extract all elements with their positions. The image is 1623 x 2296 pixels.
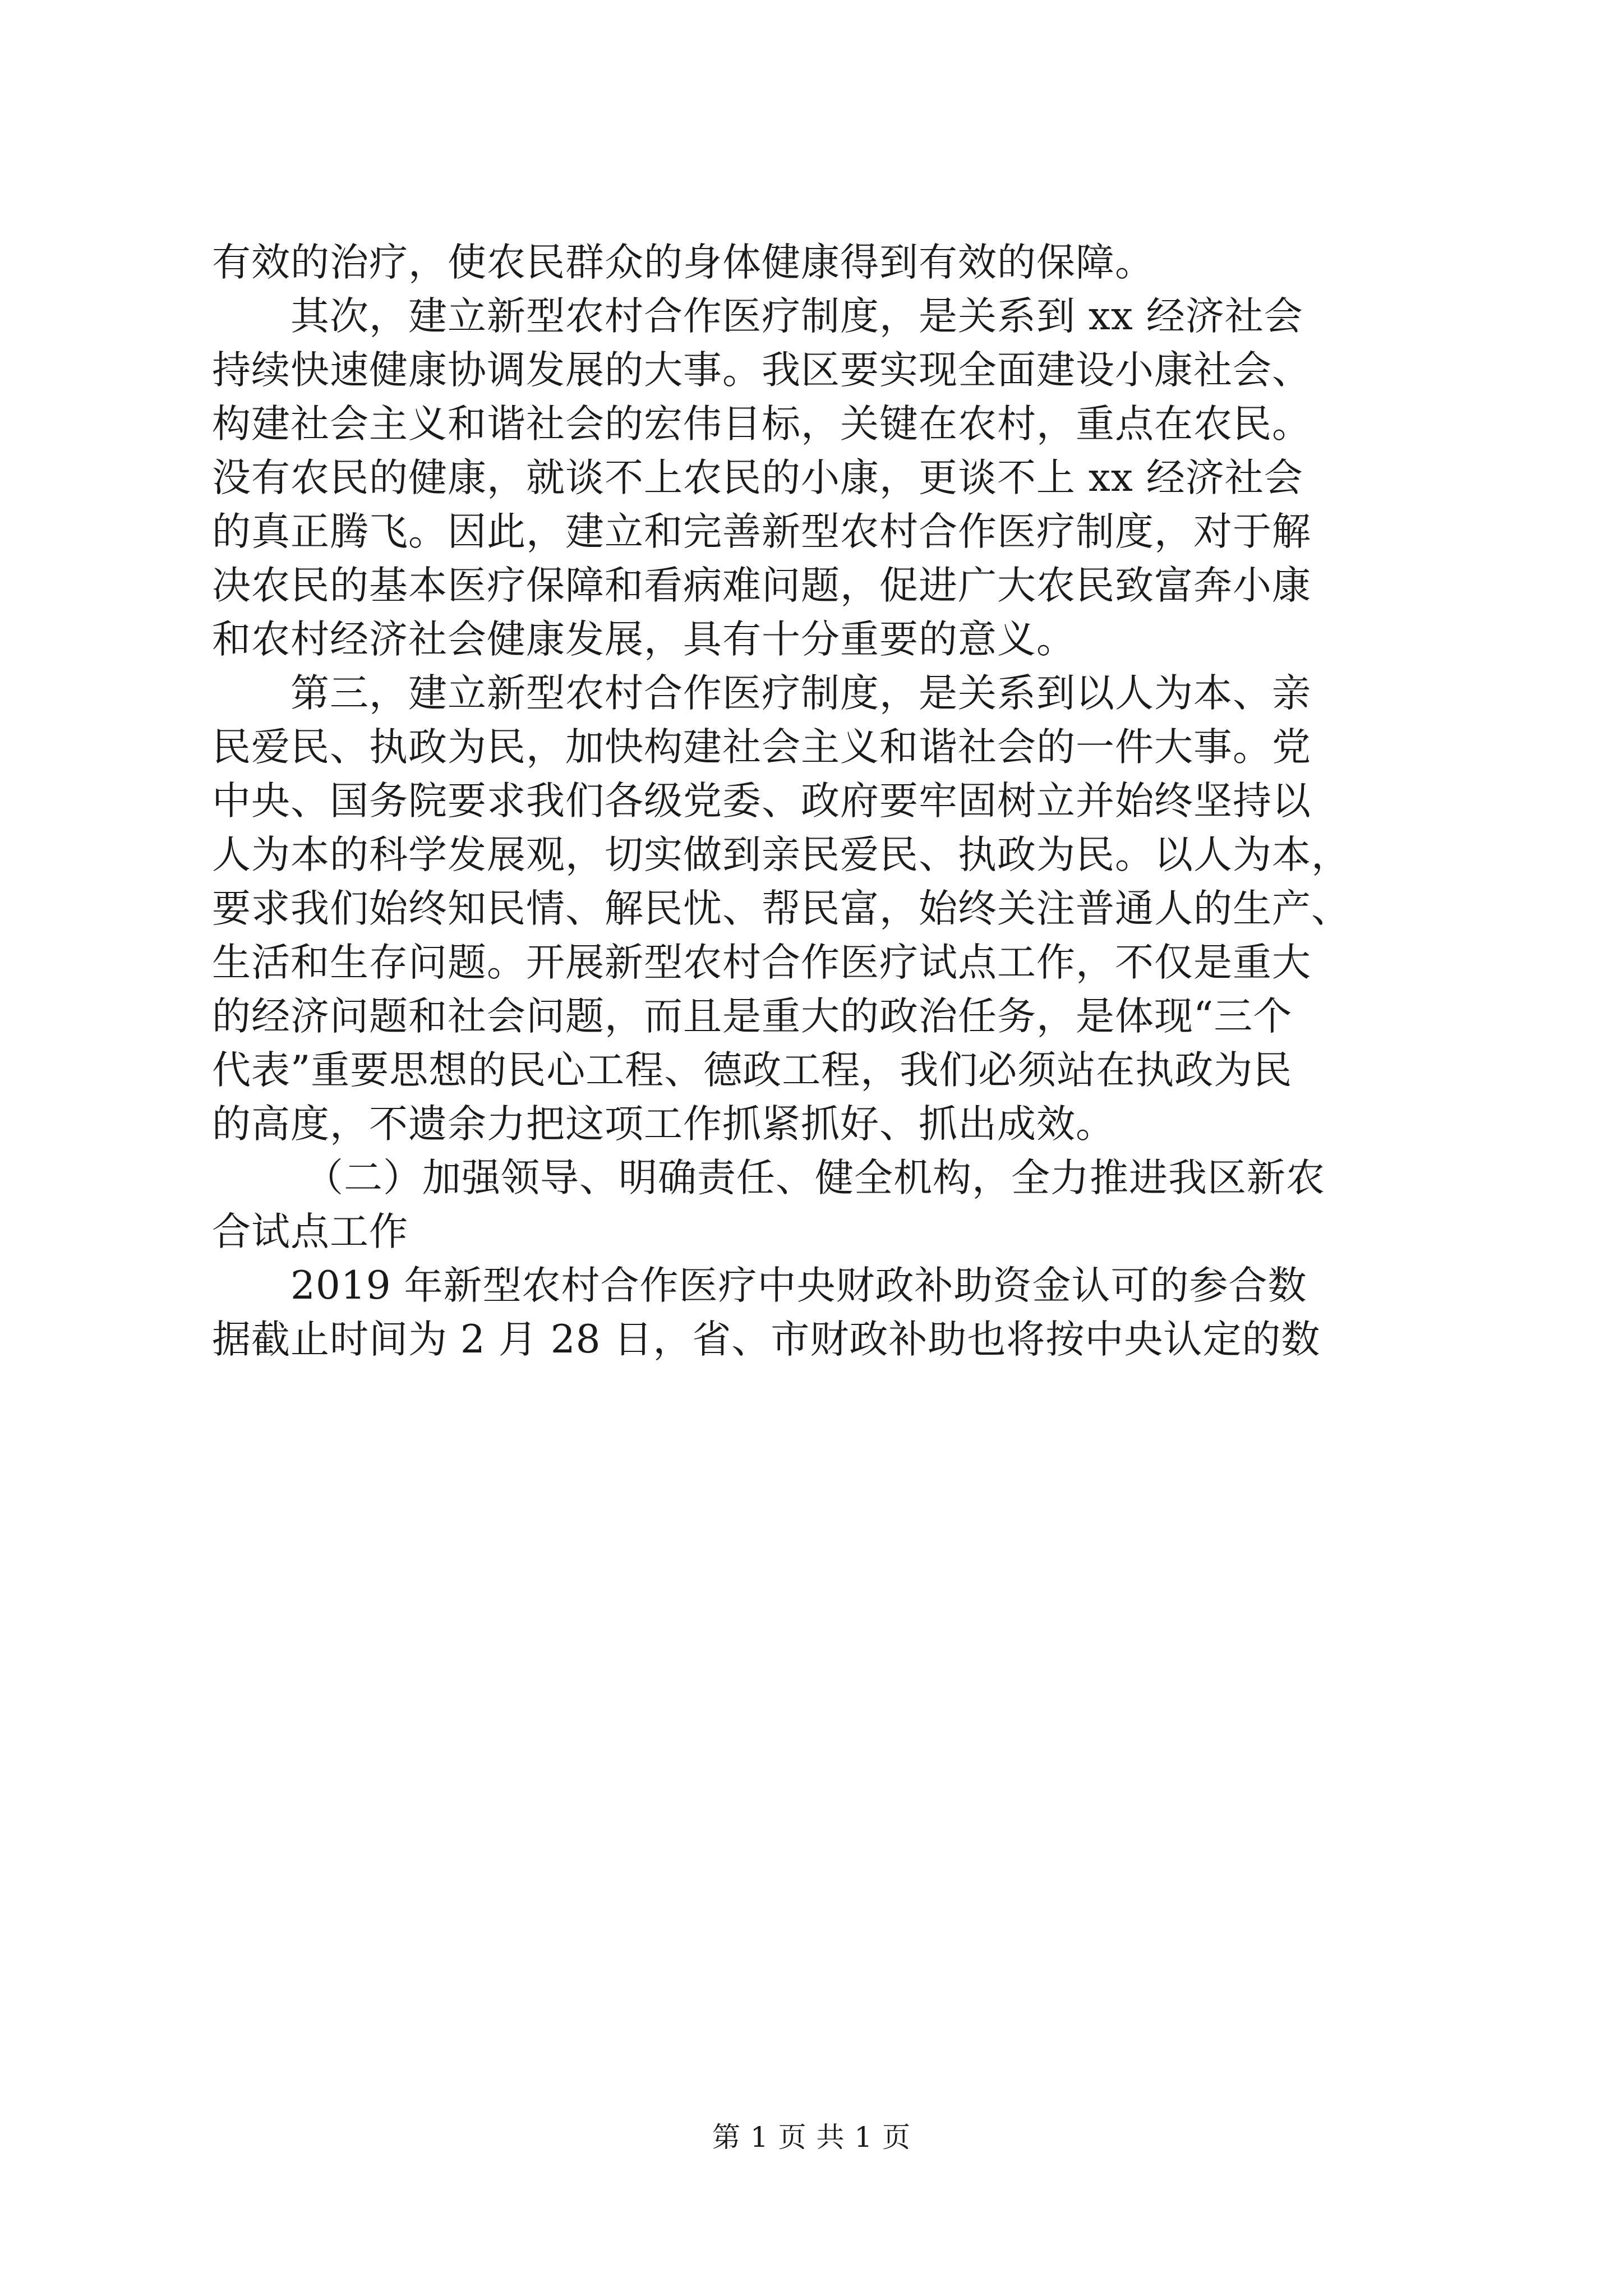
page-number-footer: 第 1 页 共 1 页 [712,2121,911,2154]
section-heading-line: （二）加强领导、明确责任、健全机构，全力推进我区新农 [305,1156,1325,1200]
text-line: 代表”重要思想的民心工程、德政工程，我们必须站在执政为民 [212,1048,1293,1093]
text-line: 民爱民、执政为民，加快构建社会主义和谐社会的一件大事。党 [212,725,1311,770]
text-line: 的经济问题和社会问题，而且是重大的政治任务，是体现“三个 [212,994,1293,1039]
text-line: 没有农民的健康，就谈不上农民的小康，更谈不上 xx 经济社会 [212,455,1303,500]
text-line: 的真正腾飞。因此，建立和完善新型农村合作医疗制度，对于解 [212,509,1311,554]
text-line: 持续快速健康协调发展的大事。我区要实现全面建设小康社会、 [212,348,1311,393]
text-line: 决农民的基本医疗保障和看病难问题，促进广大农民致富奔小康 [212,563,1311,608]
text-line: 生活和生存问题。开展新型农村合作医疗试点工作，不仅是重大 [212,940,1311,985]
text-line: 和农村经济社会健康发展，具有十分重要的意义。 [212,617,1076,662]
paragraph-start-line: 第三，建立新型农村合作医疗制度，是关系到以人为本、亲 [291,671,1311,716]
text-line: 有效的治疗，使农民群众的身体健康得到有效的保障。 [212,240,1154,285]
text-line: 中央、国务院要求我们各级党委、政府要牢固树立并始终坚持以 [212,779,1311,823]
text-line: 要求我们始终知民情、解民忧、帮民富，始终关注普通人的生产、 [212,886,1350,931]
section-heading-line: 合试点工作 [212,1209,408,1254]
paragraph-start-line: 2019 年新型农村合作医疗中央财政补助资金认可的参合数 [291,1263,1307,1308]
text-line: 据截止时间为 2 月 28 日，省、市财政补助也将按中央认定的数 [212,1317,1321,1362]
paragraph-start-line: 其次，建立新型农村合作医疗制度，是关系到 xx 经济社会 [291,294,1303,339]
text-line: 构建社会主义和谐社会的宏伟目标，关键在农村，重点在农民。 [212,402,1311,447]
text-line: 人为本的科学发展观，切实做到亲民爱民、执政为民。以人为本， [212,832,1350,877]
text-line: 的高度，不遗余力把这项工作抓紧抓好、抓出成效。 [212,1102,1115,1147]
